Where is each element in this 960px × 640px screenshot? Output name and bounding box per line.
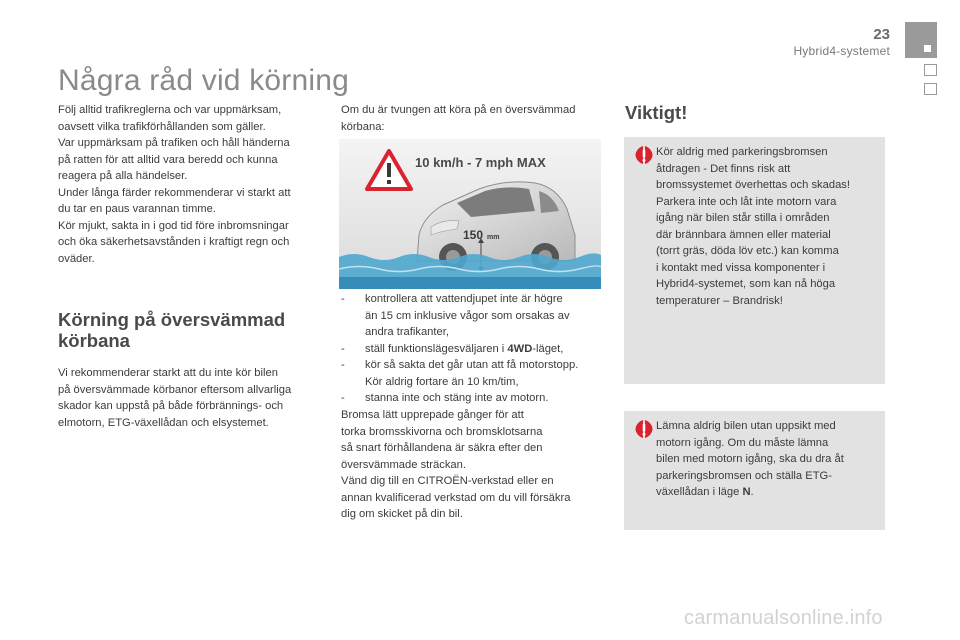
text-line: dig om skicket på din bil.	[341, 508, 463, 520]
speed-limit-label: 10 km/h - 7 mph MAX	[415, 155, 546, 170]
text-line: kör så sakta det går utan att få motorstopp.	[365, 359, 579, 371]
text-line: Följ alltid trafikreglerna och var uppmärksam,	[58, 104, 282, 116]
text-fragment: -läget,	[532, 342, 564, 355]
text-line: på ratten för att alltid vara beredd och kunna	[58, 153, 278, 166]
watermark: carmanualsonline.info	[684, 607, 883, 629]
text-line: på översvämmade körbanor eftersom allvarliga	[58, 383, 292, 396]
text-line: temperaturer – Brandrisk!	[656, 294, 783, 307]
text-line: där brännbara ämnen eller material	[656, 228, 831, 241]
list-item	[341, 390, 603, 407]
depth-unit: mm	[487, 234, 500, 241]
text-line: åtdragen - Det finns risk att	[656, 162, 791, 175]
warning-text	[656, 418, 880, 501]
depth-value: 150	[463, 228, 484, 242]
text-line: elmotorn, ETG-växellådan och elsystemet.	[58, 416, 269, 429]
text-line: Hybrid4-systemet, som kan nå höga	[656, 278, 836, 290]
gear-n: N	[742, 486, 751, 498]
list-item	[341, 357, 603, 390]
text-line: bilen med motorn igång, ska du dra åt	[656, 453, 844, 465]
text-line: igång när bilen står stilla i områden	[656, 212, 830, 224]
driving-advice-text	[58, 102, 320, 267]
bullet-dash: -	[341, 359, 345, 371]
text-line: skador kan uppstå på både förbrännings- och	[58, 400, 284, 412]
text-line: översvämmade sträckan.	[341, 458, 466, 471]
text-line: än 15 cm inklusive vågor som orsakas av	[365, 309, 570, 322]
text-line: bromssystemet överhettas och skadas!	[656, 179, 851, 191]
chapter-tab-square	[924, 45, 931, 52]
bullet-dash: -	[341, 392, 345, 404]
text-line: Parkera inte och låt inte motorn vara	[656, 195, 837, 208]
text-line: Var uppmärksam på trafiken och håll händerna	[58, 137, 290, 149]
text-fragment: ställ funktionslägesväljaren i	[365, 342, 508, 355]
text-fragment: växellådan i läge	[656, 486, 743, 498]
mode-4wd: 4WD	[507, 342, 533, 355]
flooded-road-steps	[341, 291, 603, 407]
text-line: oavsett vilka trafikförhållanden som gäller.	[58, 120, 266, 133]
text-line: torka bromsskivorna och bromsklotsarna	[341, 425, 543, 438]
text-line: körbana:	[341, 120, 385, 133]
warning-exclamation-icon	[634, 145, 654, 165]
text-line: Vänd dig till en CITROËN-verkstad eller en	[341, 475, 554, 487]
bullet-dash: -	[341, 342, 345, 355]
page-title: Några råd vid körning	[58, 64, 350, 97]
section-label: Hybrid4-systemet	[793, 44, 890, 58]
list-item	[341, 341, 603, 358]
text-line: och öka säkerhetsavstånden i kraftigt regn och	[58, 236, 290, 248]
text-line: Om du är tvungen att köra på en översvämmad	[341, 104, 576, 116]
chapter-tab[interactable]	[905, 22, 937, 58]
text-line: så snart förhållandena är säkra efter den	[341, 442, 543, 454]
heading-line: körbana	[58, 330, 130, 351]
text-line: Bromsa lätt upprepade gånger för att	[341, 409, 524, 421]
text-line: motorn igång. Om du måste lämna	[656, 436, 829, 449]
warning-text	[656, 144, 880, 309]
text-line: Kör mjukt, sakta in i god tid före inbromsningar	[58, 219, 289, 232]
chapter-box-1[interactable]	[924, 64, 937, 76]
text-line: i kontakt med vissa komponenter i	[656, 261, 826, 274]
text-line: annan kvalificerad verkstad om du vill försäkra	[341, 491, 571, 504]
flooded-intro-text	[341, 102, 603, 135]
text-line: andra trafikanter,	[365, 326, 449, 338]
important-heading: Viktigt!	[625, 102, 688, 123]
text-line: oväder.	[58, 252, 95, 265]
text-line	[656, 484, 880, 501]
list-item	[341, 291, 603, 341]
chapter-box-2[interactable]	[924, 83, 937, 95]
text-fragment: .	[750, 486, 754, 498]
text-line: du tar en paus varannan timme.	[58, 203, 216, 215]
text-line: (torrt gräs, döda löv etc.) kan komma	[656, 245, 839, 257]
water-bottom	[339, 277, 601, 289]
bullet-dash: -	[341, 293, 345, 305]
text-line: Kör aldrig med parkeringsbromsen	[656, 146, 828, 158]
text-line: parkeringsbromsen och ställa ETG-	[656, 469, 832, 482]
warning-exclamation-icon	[634, 419, 654, 439]
text-line: Vi rekommenderar starkt att du inte kör bilen	[58, 367, 278, 379]
text-line: Kör aldrig fortare än 10 km/tim,	[365, 375, 519, 388]
warning-box-parking-brake	[624, 137, 885, 384]
text-line: stanna inte och stäng inte av motorn.	[365, 392, 549, 404]
flooded-road-illustration	[339, 139, 601, 289]
after-flood-text	[341, 407, 603, 523]
heading-line: Körning på översvämmad	[58, 309, 286, 330]
text-line: Lämna aldrig bilen utan uppsikt med	[656, 420, 836, 432]
page-number: 23	[873, 26, 890, 43]
text-line: Under långa färder rekommenderar vi starkt att	[58, 186, 291, 199]
flooded-road-text	[58, 365, 320, 431]
warning-box-engine-running	[624, 411, 885, 530]
text-line: kontrollera att vattendjupet inte är högre	[365, 293, 563, 305]
flooded-road-heading	[58, 309, 328, 351]
text-line: reagera på alla händelser.	[58, 170, 188, 182]
